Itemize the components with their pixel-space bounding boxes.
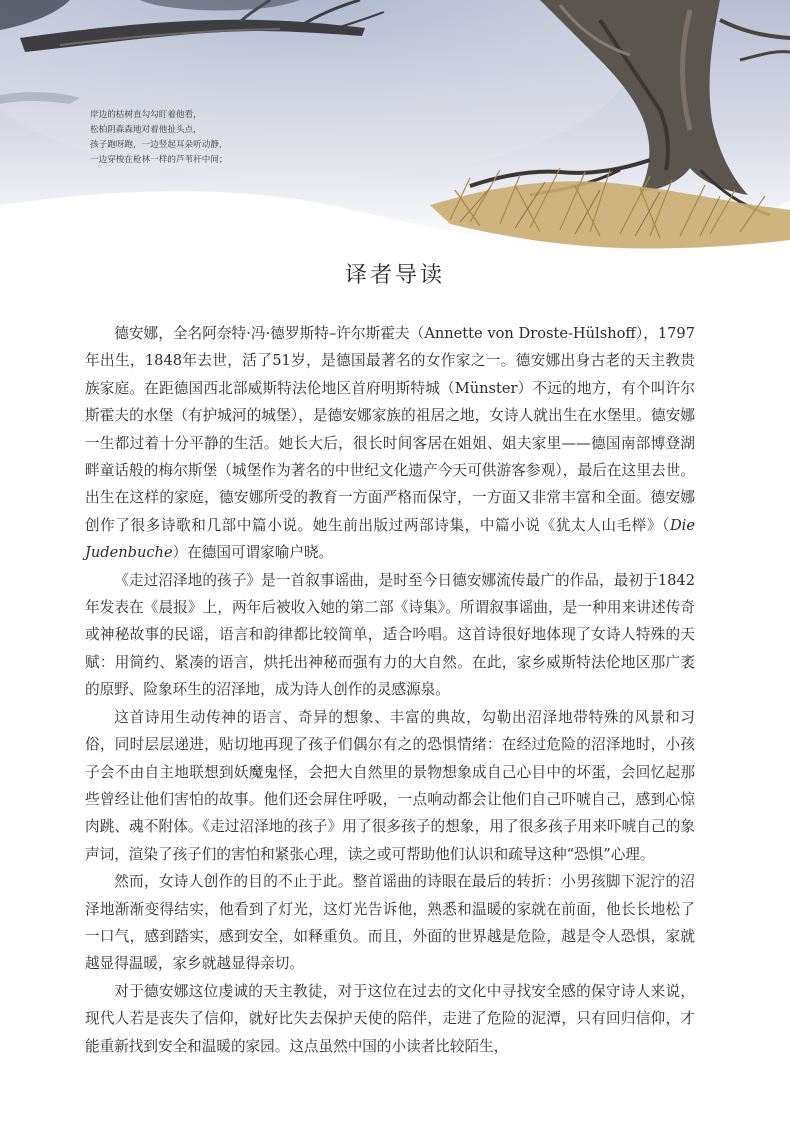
- illustration-caption: [90, 108, 350, 168]
- article-body: [85, 320, 695, 1060]
- caption-line: 一边穿梭在枪林一样的芦苇秆中间；: [90, 155, 228, 165]
- page-title: 译者导读: [344, 263, 445, 288]
- caption-line: 岸边的枯树直勾勾盯着他看，: [90, 110, 202, 120]
- book-title-italic: Die Judenbuche: [85, 516, 695, 562]
- paragraph: [85, 320, 695, 567]
- paragraph-text-end: ）在德国可谓家喻户晓。: [172, 544, 334, 562]
- paragraph: 这首诗用生动传神的语言、奇异的想象、丰富的典故，勾勒出沼泽地带特殊的风景和习俗，同时层层递进，贴切地再现了孩子们偶尔有之的恐惧情绪：在经过危险的沼泽地时，小孩子会不由自主地联想到妖魔鬼怪，会把大自然里的景物想象成自己心目中的坏蛋，会回忆起那些曾经让他们害怕的故事。他们还会屏住呼吸，一点响动都会让他们自己吓唬自己，感到心惊肉跳、魂不附体。《走过沼泽地的孩子》用了很多孩子的想象，用了很多孩子用来吓唬自己的象声词，渲染了孩子们的害怕和紧张心理，读之或可帮助他们认识和疏导这种“恐惧”心理。: [85, 708, 695, 863]
- paragraph: 《走过沼泽地的孩子》是一首叙事谣曲，是时至今日德安娜流传最广的作品，最初于1842年发表在《晨报》上，两年后被收入她的第二部《诗集》。所谓叙事谣曲，是一种用来讲述传奇或神秘故事的民谣，语言和韵律都比较简单，适合吟唱。这首诗很好地体现了女诗人特殊的天赋：用简约、紧凑的语言，烘托出神秘而强有力的大自然。在此，家乡威斯特法伦地区那广袤的原野、险象环生的沼泽地，成为诗人创作的灵感源泉。: [85, 571, 695, 699]
- paragraph-text: 德安娜，全名阿奈特·冯·德罗斯特–许尔斯霍夫（Annette von Droste-Hülshoff），1797年出生，1848年去世，活了51岁，是德国最著名的女作家之一。德安娜出身古老的天主教贵族家庭。在距德国西北部威斯特法伦地区首府明斯特城（Münster）不远的地方，有个叫许尔斯霍夫的水堡（有护城河的城堡），是德安娜家族的祖居之地，女诗人就出生在水堡里。德安娜一生都过着十分平静的生活。她长大后，很长时间客居在姐姐、姐夫家里——德国南部博登湖畔童话般的梅尔斯堡（城堡作为著名的中世纪文化遗产今天可供游客参观），最后在这里去世。出生在这样的家庭，德安娜所受的教育一方面严格而保守，一方面又非常丰富和全面。德安娜创作了很多诗歌和几部中篇小说。她生前出版过两部诗集，中篇小说《犹太人山毛榉》（: [85, 325, 695, 534]
- paragraph: 对于德安娜这位虔诚的天主教徒，对于这位在过去的文化中寻找安全感的保守诗人来说，现代人若是丧失了信仰，就好比失去保护天使的陪伴，走进了危险的泥潭，只有回归信仰，才能重新找到安全和温暖的家园。这点虽然中国的小读者比较陌生，: [85, 982, 695, 1055]
- caption-line: 松柏阴森森地对着他扯头点，: [90, 125, 202, 135]
- paragraph: 然而，女诗人创作的目的不止于此。整首谣曲的诗眼在最后的转折：小男孩脚下泥泞的沼泽地渐渐变得结实，他看到了灯光，这灯光告诉他，熟悉和温暖的家就在前面，他长长地松了一口气，感到踏实，感到安全，如释重负。而且，外面的世界越是危险，越是令人恐惧，家就越显得温暖，家乡就越显得亲切。: [85, 873, 695, 973]
- caption-line: 孩子跑呀跑，一边竖起耳朵听动静，: [90, 140, 228, 150]
